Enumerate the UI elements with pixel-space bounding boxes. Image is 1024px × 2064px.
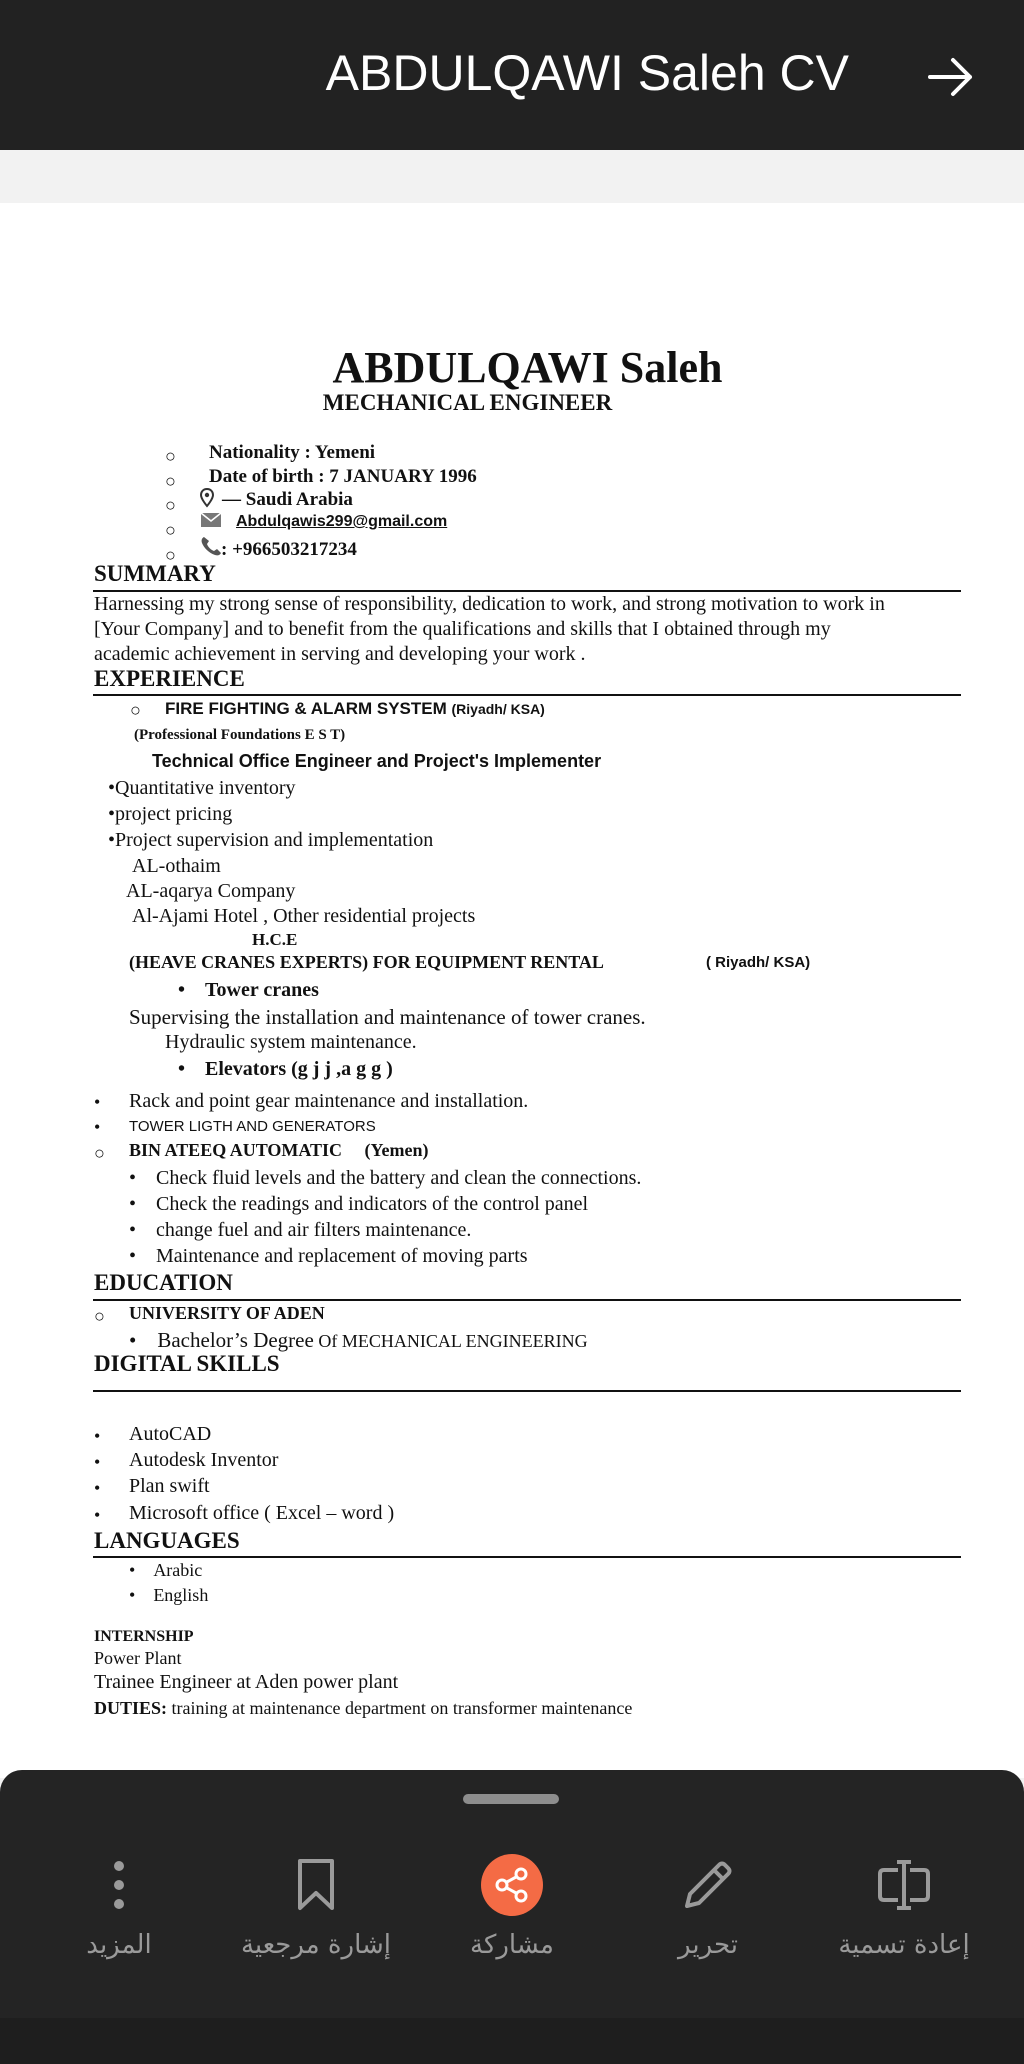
job1-title: Technical Office Engineer and Project's Implementer <box>152 751 602 771</box>
summary-line: Harnessing my strong sense of responsibility, dedication to work, and strong motivation to work in <box>94 593 885 615</box>
bullet-circle: ○ <box>165 471 176 491</box>
share-button[interactable] <box>412 1850 612 1960</box>
experience-heading: EXPERIENCE <box>94 666 245 691</box>
skill-item: Autodesk Inventor <box>129 1449 279 1471</box>
internship-duties: DUTIES: training at maintenance department on transformer maintenance <box>94 1698 633 1718</box>
job1-org: (Professional Foundations E S T) <box>134 727 346 743</box>
bullet-circle: ○ <box>165 495 176 515</box>
system-nav-bar <box>0 2018 1024 2064</box>
job1-project: Al-Ajami Hotel , Other residential projects <box>132 905 476 927</box>
job3-duty: • Maintenance and replacement of moving parts <box>129 1245 528 1267</box>
cv-name: ABDULQAWI Saleh <box>332 343 723 392</box>
document-title: ABDULQAWI Saleh CV <box>325 45 849 101</box>
internship-heading: INTERNSHIP <box>94 1628 194 1645</box>
envelope-icon <box>200 512 222 528</box>
location-pin-icon <box>200 488 214 508</box>
language-item: • Arabic <box>129 1560 203 1580</box>
bullet-circle: ○ <box>165 520 176 540</box>
bookmark-icon <box>296 1858 336 1912</box>
language-item: • English <box>129 1585 209 1605</box>
education-heading: EDUCATION <box>94 1270 233 1295</box>
job3-duty: • Check the readings and indicators of the control panel <box>129 1193 589 1215</box>
bullet-circle: ○ <box>94 1306 105 1326</box>
bullet-dot: • <box>94 1505 101 1525</box>
internship-place: Power Plant <box>94 1648 182 1668</box>
email-link[interactable]: Abdulqawis299@gmail.com <box>236 513 448 530</box>
more-vertical-icon <box>109 1860 129 1910</box>
phone: : +966503217234 <box>221 539 357 560</box>
bullet-dot: • <box>94 1426 101 1446</box>
arrow-right-icon[interactable] <box>926 52 976 102</box>
job2-line: Hydraulic system maintenance. <box>165 1031 417 1053</box>
degree: • Bachelor’s Degree Of MECHANICAL ENGINEERING <box>129 1328 588 1352</box>
bullet-dot: • <box>94 1452 101 1472</box>
job1-project: AL-othaim <box>132 855 221 877</box>
skill-item: AutoCAD <box>129 1423 212 1445</box>
job1-project: AL-aqarya Company <box>126 880 296 902</box>
education-rule <box>93 1299 961 1301</box>
digital-skills-rule <box>93 1390 961 1392</box>
job2-company: (HEAVE CRANES EXPERTS) FOR EQUIPMENT RENTAL <box>129 952 604 972</box>
nationality: Nationality : Yemeni <box>209 442 376 463</box>
job2-line: Supervising the installation and maintenance of tower cranes. <box>129 1005 646 1029</box>
share-label: مشاركة <box>470 1930 554 1960</box>
summary-line: [Your Company] and to benefit from the qualifications and skills that I obtained through my <box>94 618 831 640</box>
languages-rule <box>93 1556 961 1558</box>
bullet-dot: • <box>94 1117 101 1137</box>
document-page <box>0 203 1024 1778</box>
edit-label: تحرير <box>678 1930 738 1960</box>
bullet-dot: • <box>94 1092 101 1112</box>
job3-duty: • Check fluid levels and the battery and clean the connections. <box>129 1167 642 1189</box>
bullet-circle: ○ <box>165 545 176 565</box>
more-button[interactable] <box>19 1850 219 1960</box>
languages-heading: LANGUAGES <box>94 1528 240 1553</box>
job2-location: ( Riyadh/ KSA) <box>706 954 811 971</box>
edit-button[interactable] <box>608 1850 808 1960</box>
bullet-dot: • <box>94 1478 101 1498</box>
bookmark-label: إشارة مرجعية <box>240 1930 392 1960</box>
summary-line: academic achievement in serving and developing your work . <box>94 643 586 665</box>
job1-duty: •Project supervision and implementation <box>108 829 434 851</box>
elevator-item: TOWER LIGTH AND GENERATORS <box>129 1118 376 1135</box>
digital-skills-heading: DIGITAL SKILLS <box>94 1351 280 1376</box>
bullet-circle: ○ <box>130 700 141 720</box>
bullet-circle: ○ <box>165 446 176 466</box>
job1-duty: •Quantitative inventory <box>108 777 296 799</box>
job1-company: FIRE FIGHTING & ALARM SYSTEM (Riyadh/ KSA) <box>165 699 545 718</box>
pencil-icon <box>681 1858 735 1912</box>
university: UNIVERSITY OF ADEN <box>129 1303 325 1323</box>
rename-icon <box>876 1858 932 1912</box>
job3-duty: • change fuel and air filters maintenance. <box>129 1219 472 1241</box>
job3-company: BIN ATEEQ AUTOMATIC (Yemen) <box>129 1140 429 1160</box>
drag-handle[interactable] <box>463 1794 559 1804</box>
more-label: المزيد <box>86 1930 152 1960</box>
bullet-circle: ○ <box>94 1143 105 1163</box>
skill-item: Plan swift <box>129 1475 210 1497</box>
experience-rule <box>93 694 961 696</box>
skill-item: Microsoft office ( Excel – word ) <box>129 1502 395 1524</box>
tower-cranes-heading: • Tower cranes <box>178 979 319 1001</box>
share-icon <box>481 1854 543 1916</box>
location: — Saudi Arabia <box>222 489 353 510</box>
cv-role: MECHANICAL ENGINEER <box>322 390 613 415</box>
bookmark-button[interactable] <box>216 1850 416 1960</box>
job1-duty: •project pricing <box>108 803 233 825</box>
elevator-item: Rack and point gear maintenance and installation. <box>129 1090 529 1112</box>
job2-abbr: H.C.E <box>252 930 298 949</box>
summary-heading: SUMMARY <box>94 561 216 586</box>
date-of-birth: Date of birth : 7 JANUARY 1996 <box>209 466 477 487</box>
internship-role: Trainee Engineer at Aden power plant <box>94 1671 399 1693</box>
title-bar <box>0 0 1024 150</box>
elevators-heading: • Elevators (g j j ,a g g ) <box>178 1058 393 1080</box>
rename-button[interactable] <box>804 1850 1004 1960</box>
summary-rule <box>93 590 961 592</box>
rename-label: إعادة تسمية <box>838 1930 970 1960</box>
